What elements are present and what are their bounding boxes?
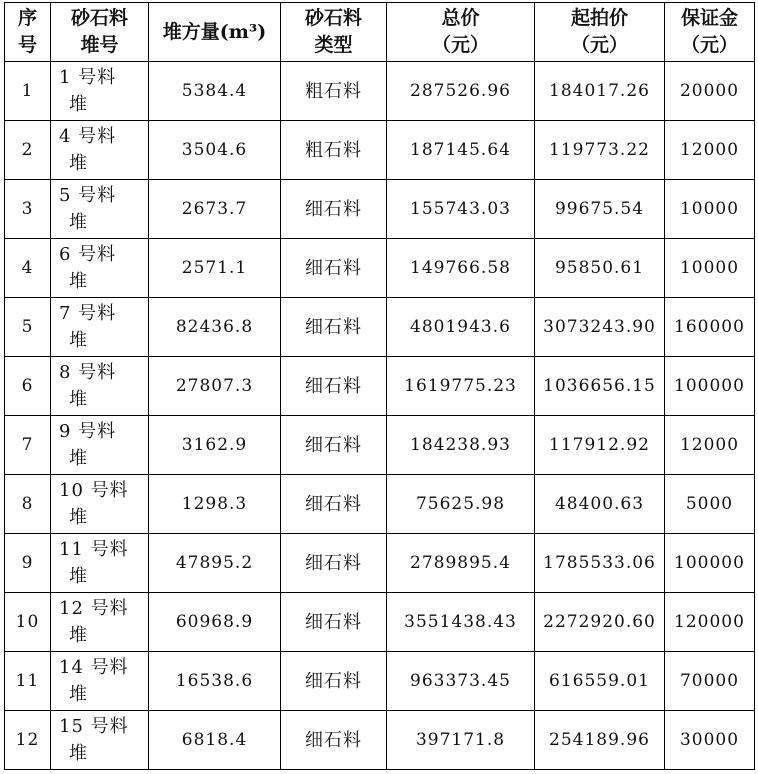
- deposit-cell: 100000: [665, 357, 755, 416]
- deposit-cell: 160000: [665, 298, 755, 357]
- deposit-cell: 10000: [665, 180, 755, 239]
- header-total: 总价 （元）: [387, 3, 535, 62]
- total-price-cell: 155743.03: [387, 180, 535, 239]
- deposit-cell: 12000: [665, 416, 755, 475]
- pile-cell: [51, 652, 149, 711]
- table-row: [5, 121, 755, 180]
- total-price-cell: 287526.96: [387, 62, 535, 121]
- pile-label-suffix: 堆: [69, 448, 88, 469]
- seq-cell: 12: [5, 711, 51, 770]
- deposit-cell: 30000: [665, 711, 755, 770]
- header-pile: 砂石料 堆号: [51, 3, 149, 62]
- pile-label: 5 号料: [59, 185, 117, 206]
- table-row: [5, 62, 755, 121]
- starting-price-cell: 1036656.15: [535, 357, 665, 416]
- pile-cell: [51, 298, 149, 357]
- pile-label: 15 号料: [59, 716, 129, 737]
- table-row: [5, 534, 755, 593]
- pile-label: 7 号料: [59, 303, 117, 324]
- header-deposit: 保证金 （元）: [665, 3, 755, 62]
- pile-cell: [51, 593, 149, 652]
- volume-cell: 82436.8: [149, 298, 281, 357]
- header-seq: 序 号: [5, 3, 51, 62]
- volume-cell: 2571.1: [149, 239, 281, 298]
- deposit-cell: 10000: [665, 239, 755, 298]
- starting-price-cell: 117912.92: [535, 416, 665, 475]
- volume-cell: 5384.4: [149, 62, 281, 121]
- seq-cell: 5: [5, 298, 51, 357]
- total-price-cell: 187145.64: [387, 121, 535, 180]
- kind-cell: 粗石料: [281, 62, 387, 121]
- starting-price-cell: 119773.22: [535, 121, 665, 180]
- pile-label-suffix: 堆: [69, 330, 88, 351]
- starting-price-cell: 95850.61: [535, 239, 665, 298]
- seq-cell: 6: [5, 357, 51, 416]
- seq-cell: 2: [5, 121, 51, 180]
- pile-label-suffix: 堆: [69, 743, 88, 764]
- total-price-cell: 2789895.4: [387, 534, 535, 593]
- deposit-cell: 20000: [665, 62, 755, 121]
- table-row: [5, 239, 755, 298]
- starting-price-cell: 254189.96: [535, 711, 665, 770]
- table-row: [5, 416, 755, 475]
- seq-cell: 3: [5, 180, 51, 239]
- table-row: [5, 475, 755, 534]
- table-row: [5, 357, 755, 416]
- pile-cell: [51, 534, 149, 593]
- pile-label-suffix: 堆: [69, 212, 88, 233]
- seq-cell: 10: [5, 593, 51, 652]
- volume-cell: 47895.2: [149, 534, 281, 593]
- seq-cell: 7: [5, 416, 51, 475]
- starting-price-cell: 99675.54: [535, 180, 665, 239]
- pile-label-suffix: 堆: [69, 271, 88, 292]
- volume-cell: 27807.3: [149, 357, 281, 416]
- starting-price-cell: 1785533.06: [535, 534, 665, 593]
- pile-cell: [51, 357, 149, 416]
- pile-label: 6 号料: [59, 244, 117, 265]
- starting-price-cell: 184017.26: [535, 62, 665, 121]
- kind-cell: 细石料: [281, 534, 387, 593]
- auction-table: [4, 2, 755, 770]
- volume-cell: 3504.6: [149, 121, 281, 180]
- table-row: [5, 298, 755, 357]
- total-price-cell: 963373.45: [387, 652, 535, 711]
- table-row: [5, 652, 755, 711]
- kind-cell: 细石料: [281, 180, 387, 239]
- pile-cell: [51, 239, 149, 298]
- kind-cell: 细石料: [281, 298, 387, 357]
- pile-label: 8 号料: [59, 362, 117, 383]
- deposit-cell: 5000: [665, 475, 755, 534]
- seq-cell: 1: [5, 62, 51, 121]
- pile-label: 11 号料: [59, 539, 129, 560]
- starting-price-cell: 3073243.90: [535, 298, 665, 357]
- header-start: 起拍价 （元）: [535, 3, 665, 62]
- kind-cell: 细石料: [281, 652, 387, 711]
- pile-cell: [51, 180, 149, 239]
- pile-label-suffix: 堆: [69, 566, 88, 587]
- kind-cell: 细石料: [281, 593, 387, 652]
- kind-cell: 粗石料: [281, 121, 387, 180]
- header-kind: 砂石料 类型: [281, 3, 387, 62]
- volume-cell: 60968.9: [149, 593, 281, 652]
- deposit-cell: 70000: [665, 652, 755, 711]
- kind-cell: 细石料: [281, 475, 387, 534]
- total-price-cell: 149766.58: [387, 239, 535, 298]
- kind-cell: 细石料: [281, 239, 387, 298]
- pile-cell: [51, 416, 149, 475]
- volume-cell: 3162.9: [149, 416, 281, 475]
- deposit-cell: 120000: [665, 593, 755, 652]
- total-price-cell: 1619775.23: [387, 357, 535, 416]
- pile-label: 9 号料: [59, 421, 117, 442]
- total-price-cell: 75625.98: [387, 475, 535, 534]
- header-volume: 堆方量(m³): [149, 3, 281, 62]
- starting-price-cell: 616559.01: [535, 652, 665, 711]
- header-row: [5, 3, 755, 62]
- starting-price-cell: 48400.63: [535, 475, 665, 534]
- seq-cell: 11: [5, 652, 51, 711]
- pile-cell: [51, 711, 149, 770]
- total-price-cell: 184238.93: [387, 416, 535, 475]
- pile-label-suffix: 堆: [69, 625, 88, 646]
- total-price-cell: 397171.8: [387, 711, 535, 770]
- kind-cell: 细石料: [281, 357, 387, 416]
- pile-cell: [51, 121, 149, 180]
- pile-cell: [51, 475, 149, 534]
- table-row: [5, 180, 755, 239]
- deposit-cell: 12000: [665, 121, 755, 180]
- table-row: [5, 593, 755, 652]
- pile-label: 12 号料: [59, 598, 129, 619]
- pile-label-suffix: 堆: [69, 507, 88, 528]
- pile-cell: [51, 62, 149, 121]
- kind-cell: 细石料: [281, 711, 387, 770]
- volume-cell: 16538.6: [149, 652, 281, 711]
- pile-label-suffix: 堆: [69, 94, 88, 115]
- seq-cell: 9: [5, 534, 51, 593]
- kind-cell: 细石料: [281, 416, 387, 475]
- volume-cell: 1298.3: [149, 475, 281, 534]
- pile-label: 14 号料: [59, 657, 129, 678]
- seq-cell: 4: [5, 239, 51, 298]
- starting-price-cell: 2272920.60: [535, 593, 665, 652]
- total-price-cell: 3551438.43: [387, 593, 535, 652]
- total-price-cell: 4801943.6: [387, 298, 535, 357]
- pile-label: 10 号料: [59, 480, 129, 501]
- table-row: [5, 711, 755, 770]
- volume-cell: 6818.4: [149, 711, 281, 770]
- pile-label-suffix: 堆: [69, 684, 88, 705]
- pile-label: 4 号料: [59, 126, 117, 147]
- seq-cell: 8: [5, 475, 51, 534]
- pile-label-suffix: 堆: [69, 153, 88, 174]
- pile-label-suffix: 堆: [69, 389, 88, 410]
- volume-cell: 2673.7: [149, 180, 281, 239]
- pile-label: 1 号料: [59, 67, 117, 88]
- deposit-cell: 100000: [665, 534, 755, 593]
